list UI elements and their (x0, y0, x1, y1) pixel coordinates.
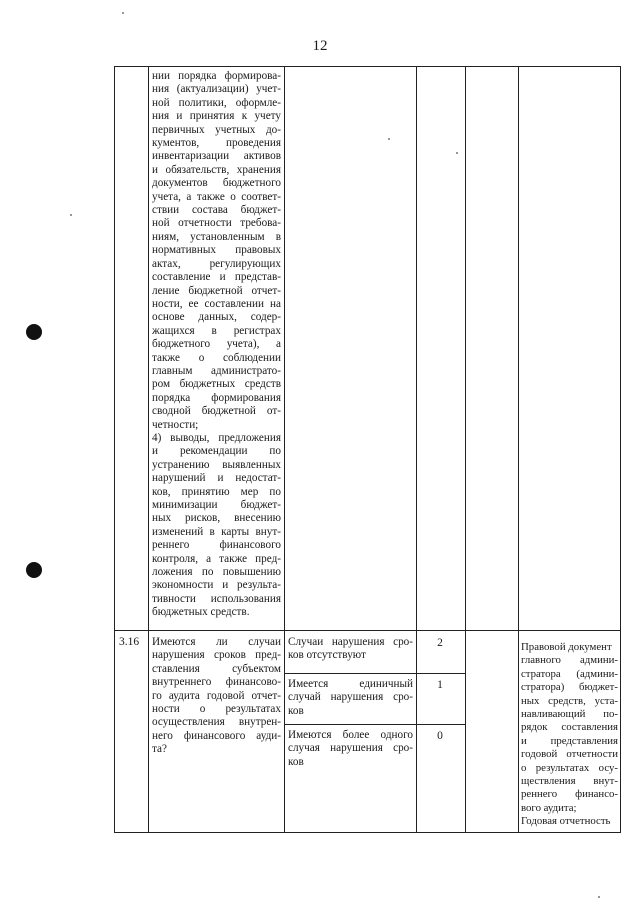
text-line: основе данных, содер- (152, 311, 281, 324)
text-line: ставления субъектом (152, 662, 281, 675)
text-line: главным администрато- (152, 364, 281, 377)
col-border (620, 66, 621, 832)
text-line: изменений в карты внут- (152, 525, 281, 538)
text-line: контроля, а также пред- (152, 552, 281, 565)
scan-speck (456, 152, 458, 154)
text-line: Имеются более одного (288, 729, 413, 741)
text-line: ложения по повышению (152, 566, 281, 579)
text-line: актах, регулирующих (152, 257, 281, 270)
text-line: жащихся в регистрах (152, 324, 281, 337)
text-line: сводной бюджетной от- (152, 405, 281, 418)
text-line: осуществления внутрен- (152, 716, 281, 729)
text-line: экономности и результа- (152, 579, 281, 592)
text-line: рядок составления (521, 721, 618, 734)
col-border (148, 66, 149, 832)
text-line: нии порядка формирова- (152, 70, 281, 82)
text-line: ков, принятию мер по (152, 485, 281, 498)
scan-speck (388, 138, 390, 140)
text-line: бюджетного учета), а (152, 338, 281, 351)
text-line: главного админи- (521, 654, 618, 667)
table-top-border (114, 66, 621, 67)
answer-option (288, 678, 413, 718)
text-line: реннего финансо- (521, 788, 618, 801)
text-line: и обязательств, хранения (152, 163, 281, 176)
text-line: бюджетных средств. (152, 606, 250, 619)
text-line: стратора (админи- (521, 667, 618, 680)
text-line: Имеются ли случаи (152, 636, 281, 648)
text-line: ния и принятия к учету (152, 110, 281, 123)
punch-hole (26, 324, 42, 340)
text-line: минимизации бюджет- (152, 499, 281, 511)
text-line: и представления (521, 734, 618, 747)
col-border (284, 66, 285, 832)
score-value: 1 (437, 679, 443, 691)
row-number: 3.16 (119, 636, 140, 648)
text-line: ществления внут- (521, 775, 618, 788)
text-line: Правовой документ (521, 641, 612, 653)
text-line: нормативных правовых (152, 244, 281, 257)
text-line: первичных учетных до- (152, 123, 281, 136)
text-line: го аудита годовой отчет- (152, 689, 281, 702)
text-line: ков отсутствуют (288, 649, 366, 662)
option-divider (284, 673, 465, 674)
scan-speck (70, 214, 72, 216)
text-line: ков (288, 704, 304, 717)
text-line: документов бюджетного (152, 177, 281, 190)
text-line: случая нарушения сро- (288, 742, 413, 755)
text-line: ром бюджетных средств (152, 378, 281, 391)
col-border (518, 66, 519, 832)
text-line: Имеется единичный (288, 678, 413, 690)
scan-speck (598, 896, 600, 898)
continuation-text (152, 70, 281, 620)
text-line: годовой отчетности (521, 748, 618, 761)
text-line: него финансового ауди- (152, 729, 281, 742)
text-line: учета, а также о соответ- (152, 190, 281, 203)
text-line: тивности использования (152, 592, 281, 605)
text-line: нарушения сроков пред- (152, 649, 281, 662)
text-line: ности о результатах (152, 703, 281, 716)
text-line: порядка формирования (152, 391, 281, 404)
option-divider (284, 724, 465, 725)
source-documents (521, 641, 618, 829)
score-value: 0 (437, 730, 443, 742)
text-line: ниям, установленным в (152, 230, 281, 243)
col-border (114, 66, 115, 832)
text-line: ния (актуализации) учет- (152, 83, 281, 96)
text-line: ление бюджетной отчет- (152, 284, 281, 297)
answer-option (288, 729, 413, 769)
row-divider (114, 630, 621, 631)
punch-hole (26, 562, 42, 578)
text-line: составление и представ- (152, 271, 281, 284)
text-line: внутреннего финансово- (152, 676, 281, 689)
text-line: стратора) бюджет- (521, 681, 618, 694)
table-bottom-border (114, 832, 621, 833)
col-border (465, 66, 466, 832)
text-line: ной политики, оформле- (152, 96, 281, 109)
text-line: также о соблюдении (152, 351, 281, 364)
criterion-question (152, 636, 281, 757)
text-line: кументов, проведения (152, 137, 281, 150)
scan-speck (122, 12, 124, 14)
text-line: вого аудита; (521, 801, 577, 814)
text-line: о результатах осу- (521, 761, 618, 774)
text-line: ков (288, 755, 304, 768)
page-number: 12 (312, 38, 328, 54)
score-value: 2 (437, 637, 443, 649)
text-line: Случаи нарушения сро- (288, 636, 413, 648)
text-line: инвентаризации активов (152, 150, 281, 163)
text-line: ных средств, уста- (521, 694, 618, 707)
text-line: Годовая отчетность (521, 815, 611, 828)
text-line: ной отчетности требова- (152, 217, 281, 230)
text-line: случай нарушения сро- (288, 691, 413, 704)
text-line: та? (152, 743, 167, 756)
text-line: четности; (152, 418, 199, 431)
text-line: ных рисков, внесению (152, 512, 281, 525)
text-line: и рекомендации по (152, 445, 281, 458)
text-line: нарушений и недостат- (152, 472, 281, 485)
text-line: ности, ее составлении на (152, 297, 281, 310)
text-line: устранению выявленных (152, 458, 281, 471)
text-line: реннего финансового (152, 539, 281, 552)
text-line: 4) выводы, предложения (152, 431, 281, 444)
col-border (416, 66, 417, 832)
answer-option (288, 636, 413, 663)
text-line: ствии состава бюджет- (152, 204, 281, 217)
text-line: навливающий по- (521, 708, 618, 721)
